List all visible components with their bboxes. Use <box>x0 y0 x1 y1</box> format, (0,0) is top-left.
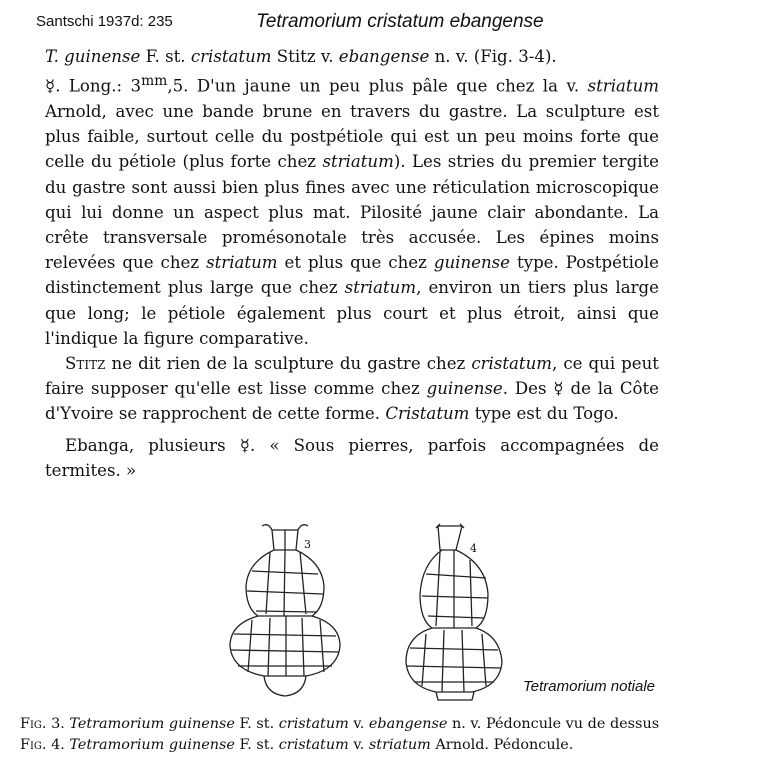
citation: Santschi 1937d: 235 <box>36 13 173 30</box>
pedicel-drawings <box>200 516 540 706</box>
taxon-line: T. guinense F. st. cristatum Stitz v. ebangense n. v. (Fig. 3-4). <box>45 47 557 66</box>
author-name: Stitz <box>65 353 106 373</box>
figure-3-drawing <box>230 525 340 696</box>
figure-4-drawing <box>406 524 502 700</box>
description-body <box>45 44 659 483</box>
unit: mm <box>141 73 168 90</box>
paragraph-locality: Ebanga, plusieurs ☿. « Sous pierres, parfois accompagnées de termites. » <box>45 435 659 480</box>
paragraph-description: T. guinense F. st. cristatum Stitz v. ebangense n. v. (Fig. 3-4). ☿. Long.: $3^{mm},5$. D'un jaune un peu plus pâle que chez la v. striatum Arnold, avec une bande brune en travers du gastre. La sculpture est plus faible, surtout celle du postpétiole qui est un peu moins forte que celle du pétiole (plus forte chez striatum). Les stries du premier tergite du gastre sont aussi bien plus fines avec une réticulation microscopique qui lui donne un aspect plus mat. Pilosité jaune clair abondante. La crête transversale promésonotale très accusée. Les épines moins relevées que chez striatum et plus que chez guinense type. Postpétiole distinctement plus large que chez striatum, environ un tiers plus large que long; le pétiole également plus court et plus étroit, ainsi que l'indique la figure comparative. <box>45 47 659 348</box>
worker-symbol: ☿ <box>553 379 564 399</box>
paragraph-comparison: Stitz ne dit rien de la sculpture du gastre chez cristatum, ce qui peut faire supposer qu'elle est lisse comme chez guinense. Des ☿ de la Côte d'Yvoire se rapprochent de cette forme. Cristatum type est du Togo. <box>45 353 659 424</box>
worker-symbol: ☿ <box>45 76 56 96</box>
species-annotation: Tetramorium notiale <box>523 678 656 695</box>
page-title: Tetramorium cristatum ebangense <box>256 11 544 32</box>
figure-3-label: 3 <box>304 538 311 551</box>
caption-figure-4: Fig. 4. Tetramorium guinense F. st. cristatum v. striatum Arnold. Pédoncule. <box>20 737 574 753</box>
figures <box>200 516 540 706</box>
caption-figure-3: Fig. 3. Tetramorium guinense F. st. cristatum v. ebangense n. v. Pédoncule vu de dessus <box>20 716 660 732</box>
figure-4-label: 4 <box>470 542 477 555</box>
worker-symbol: ☿ <box>239 435 250 455</box>
